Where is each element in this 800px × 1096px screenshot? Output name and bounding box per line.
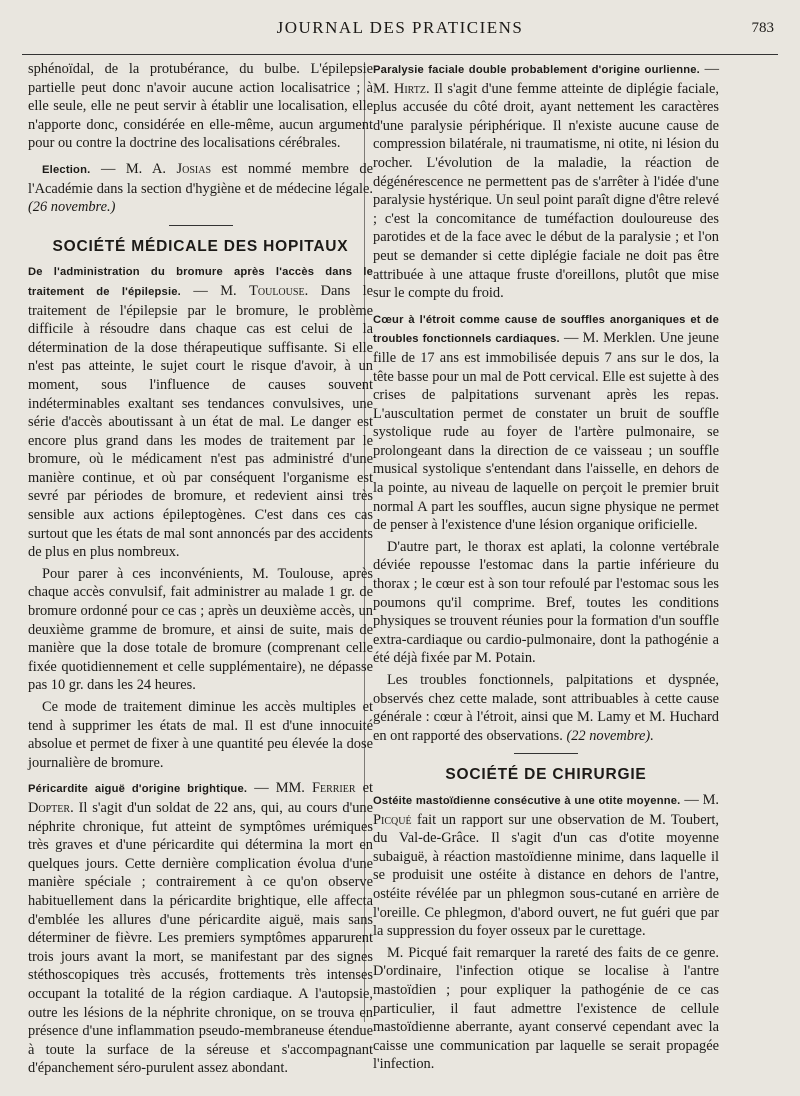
article-heading: Péricardite aiguë d'origine brightique.: [28, 783, 248, 796]
author-name: Dopter: [28, 799, 71, 816]
running-header: [22, 18, 778, 55]
paragraph-epilepsie-partielle: sphénoïdal, de la protubérance, du bulbe. L'épilepsie partielle peut donc n'avoir aucune action localisatrice ; à elle seule, elle ne peut servir à établir une localisation, elle n'apporte donc, considérée en elle-même, aucun argument pour ou contre la doctrine des localisations cérébrales.: [28, 61, 373, 152]
author-name: Ferrier: [311, 780, 356, 797]
paragraph-thorax: D'autre part, le thorax est aplati, la colonne vertébrale déviée repousse l'estomac dans la partie inférieure du thorax ; le cœur est à son tour refoulé par l'estomac sous les poumons qu'il comprime. Bref, toutes les conditions physiques se trouvent réunies pour la formation d'un souffle extra-cardiaque ou cardio-pulmonaire, dont la pathogénie a été déjà fixée par M. Potain.: [373, 538, 719, 667]
section-heading-chirurgie: SOCIÉTÉ DE CHIRURGIE: [445, 766, 647, 784]
author-name: Merklen: [603, 330, 652, 347]
paragraph-pericardite: Péricardite aiguë d'origine brightique. — MM. Ferrier et Dopter. Il s'agit d'un soldat de 22 ans, qui, au cours d'une néphrite chronique, fut atteint de symptômes urémiques très graves et d'une péricardite qui détermina la mort en quelques jours. Cette dernière complication évolua d'une manière spéciale ; contrairement à ce qu'on observe habituellement dans la péricardite brightique, elle affecta d'emblée les allures d'une péricardite aiguë, mais sans déterminer de fièvre. Les premiers symptômes apparurent trois jours avant la mort, se manifestant par des signes stéthoscopiques très accusés, frottements très intenses occupant la totalité de la région cardiaque. A l'autopsie, outre les lésions de la néphrite chronique, on se trouva en présence d'une inflammation pseudo-membraneuse étendue à toute la surface de la séreuse et s'accompagnant d'épanchement séro-purulent assez abondant.: [28, 780, 374, 1077]
paragraph-osteite: Ostéite mastoïdienne consécutive à une otite moyenne. — M. Picqué fait un rapport sur une observation de M. Toubert, du Val-de-Grâce. Il s'agit d'un cas d'otite moyenne subaiguë, à réaction mastoïdienne minime, dans laquelle il se produisit une ostéite à distance en dehors de l'antre, ostéite révélée par un phlegmon sous-cutané en arrière de l'oreille. Ce phlegmon, d'abord ouvert, ne fut guéri que par la suppression du foyer osseux par le curettage.: [373, 791, 720, 940]
article-heading: Ostéite mastoïdienne consécutive à une otite moyenne.: [373, 794, 681, 807]
article-heading: Paralysie faciale double probablement d'origine ourlienne.: [373, 64, 700, 76]
paragraph-parer: Pour parer à ces inconvénients, M. Toulouse, après chaque accès convulsif, fait administrer au malade 1 gr. de bromure ordonné pour ce cas ; après un deuxième accès, un deuxième gramme de bromure, et ainsi de suite, mais de manière que la dose totale de bromure (comprenant celle fixée quotidiennement et celle supplémentaire), ne dépasse pas 10 gr. dans les 24 heures.: [28, 565, 373, 694]
right-column: [373, 60, 719, 1077]
paragraph-bromure: De l'administration du bromure après l'accès dans le traitement de l'épilepsie. — M. Toulouse. Dans le traitement de l'épilepsie par le bromure, le problème difficile à résoudre dans chaque cas est celui de la détermination de la dose thérapeutique suffisante. Si elle n'est pas atteinte, le sujet court le risque d'avoir, à un moment, sous l'influence de causes souvent indéterminables exaltant ses tendances convulsives, une série d'accès aboutissant à un état de mal. Le danger est encore plus grand dans les modes de traitement par le bromure, où le médicament n'est pas administré d'une manière continue, et où par conséquent l'organisme est sevré par périodes de bromure, et redevient ainsi très sensible aux actions épileptogènes. C'est dans ces cas surtout que les états de mal sont annoncés par des accidents de plus en plus nombreux.: [28, 266, 373, 561]
section-heading-hopitaux: SOCIÉTÉ MÉDICALE DES HOPITAUX: [52, 237, 349, 255]
paragraph-paralysie: Paralysie faciale double probablement d'origine ourlienne. — M. Hirtz. Il s'agit d'une femme atteinte de diplégie faciale, plus accusée du côté droit, ayant nettement les caractères d'une paralysie périphérique. Il n'existe aucune cause de compression bilatérale, ni traumatisme, ni otite, ni lésion du rocher. L'évolution de la maladie, la réaction de dégénérescence ne permettent pas de s'arrêter à l'idée d'une paralysie hystérique. Un seul point paraît digne d'être relevé ; c'est la concomitance de tuméfaction douloureuse des parotides et de la face avec le début de la paralysie ; et l'on peut se demander si cette diplégie faciale ne doit pas être attribuée à une attaque fruste d'oreillons, plutôt que mise sur le compte du froid.: [373, 61, 719, 302]
election-heading: Election.: [42, 163, 91, 176]
paragraph-picque-rarete: M. Picqué fait remarquer la rareté des faits de ce genre. D'ordinaire, l'infection otique se localise à l'antre mastoïdien ; pour expliquer la pathogénie de ce cas particulier, il faut admettre l'existence de cellule mastoïdienne aberrante, ayant conservé cependant avec la caisse une communication par laquelle se serait propagée l'infection.: [373, 944, 719, 1073]
article-heading: De l'administration du bromure après l'accès dans le traitement de l'épilepsie.: [28, 266, 373, 298]
section-rule: [169, 225, 233, 226]
page-number: 783: [751, 20, 774, 36]
left-column: [28, 60, 373, 1081]
article-heading: Cœur à l'étroit comme cause de souffles anorganiques et de troubles fonctionnels cardiaques.: [373, 313, 719, 346]
author-name: Picqué: [373, 811, 412, 828]
paragraph-election: Election. — M. A. Josias est nommé membre de l'Académie dans la section d'hygiène et de médecine légale. (26 novembre.): [28, 160, 373, 216]
author-name: Hirtz: [393, 80, 426, 97]
date: (26 novembre.): [28, 199, 116, 216]
date: (22 novembre).: [566, 727, 654, 744]
author-name: Toulouse: [249, 282, 305, 299]
paragraph-troubles: Les troubles fonctionnels, palpitations et dyspnée, observés chez cette malade, sont attribuables à cette cause générale : cœur à l'étroit, ainsi que M. Lamy et M. Huchard en ont rapporté des observations. (22 novembre).: [373, 672, 719, 744]
author-name: Josias: [176, 160, 212, 177]
paragraph-mode: Ce mode de traitement diminue les accès multiples et tend à supprimer les états de mal. Il est d'une innocuité absolue et permet de fixer à une quantité peu élevée la dose journalière de bromure.: [28, 699, 373, 771]
paragraph-coeur: Cœur à l'étroit comme cause de souffles anorganiques et de troubles fonctionnels cardiaques. — M. Merklen. Une jeune fille de 17 ans est immobilisée depuis 7 ans sur le dos, la tête basse pour un mal de Pott cervical. Elle est sujette à des crises de palpitations survenant après les repas. L'auscultation permet de constater un bruit de souffle systolique rude au foyer de l'artère pulmonaire, se prolongeant dans la direction de ce vaisseau ; un souffle musical systolique s'entendant dans l'aisselle, en dehors de la pointe, au niveau de laquelle on perçoit le premier bruit normal A part les souffles, aucun signe physique ne permet de penser à l'existence d'une lésion organique orificielle.: [373, 313, 720, 534]
section-rule: [514, 753, 578, 754]
journal-title: JOURNAL DES PRATICIENS: [276, 18, 524, 37]
